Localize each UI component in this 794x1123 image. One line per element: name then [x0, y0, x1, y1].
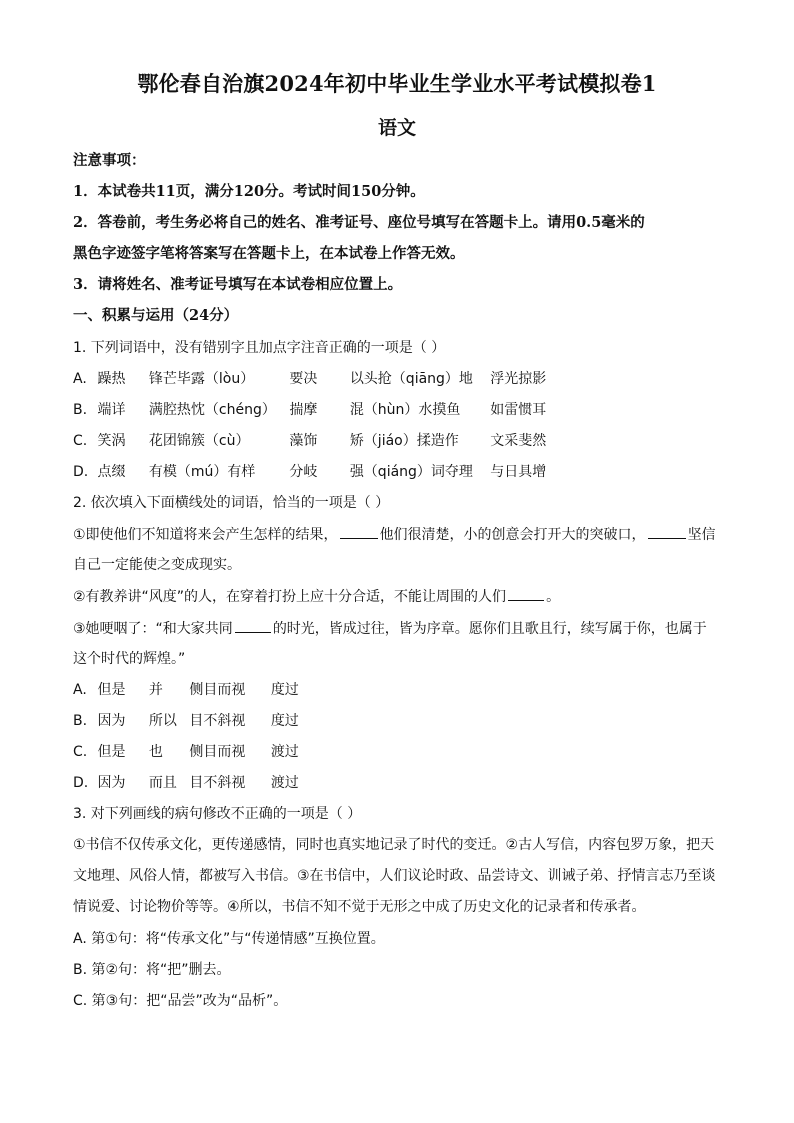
question-2-option-d [73, 773, 299, 793]
option-label: D. [73, 464, 89, 480]
option-word: 也 [148, 744, 163, 760]
option-word: 躁热 [97, 371, 126, 387]
option-word: 以头抢（qiāng）地 [349, 371, 473, 387]
question-1-option-c [73, 431, 546, 451]
sentence-text: ③她哽咽了：“和大家共同 [73, 621, 233, 637]
option-word: 侧目而视 [189, 744, 246, 760]
sentence-text: 。 [546, 589, 561, 605]
notes-item-2-line-1: 2．答卷前，考生务必将自己的姓名、准考证号、座位号填写在答题卡上。请用0.5毫米的 [73, 214, 645, 231]
option-word: 文采斐然 [490, 433, 547, 449]
option-word: 但是 [97, 682, 126, 698]
fill-blank [648, 524, 686, 539]
option-word: 渡过 [270, 775, 299, 791]
notes-item-3: 3．请将姓名、准考证号填写在本试卷相应位置上。 [73, 276, 403, 293]
question-2-sentence-3 [73, 618, 707, 639]
exam-title: 鄂伦春自治旗2024年初中毕业生学业水平考试模拟卷1 [137, 71, 657, 96]
option-word: 目不斜视 [189, 713, 246, 729]
option-label: C. [73, 433, 88, 449]
option-word: 矫（jiáo）揉造作 [349, 433, 459, 449]
option-word: 要决 [289, 371, 318, 387]
option-label: C. [73, 744, 88, 760]
option-word: 藻饰 [289, 433, 318, 449]
subject-title: 语文 [377, 117, 416, 139]
option-word: 所以 [148, 713, 177, 729]
question-1-option-a [73, 369, 546, 389]
question-2-stem: 2. 依次填入下面横线处的词语，恰当的一项是（ ） [73, 495, 390, 511]
question-3-option-c: C. 第③句：把“品尝”改为“品析”。 [73, 993, 288, 1009]
option-word: 有模（mú）有样 [148, 464, 256, 480]
option-word: 如雷惯耳 [490, 402, 547, 418]
option-word: 花团锦簇（cù） [148, 433, 250, 449]
fill-blank [508, 586, 544, 601]
question-3-stem: 3. 对下列画线的病句修改不正确的一项是（ ） [73, 806, 362, 822]
option-word: 渡过 [270, 744, 299, 760]
option-label: D. [73, 775, 89, 791]
option-word: 度过 [270, 682, 299, 698]
notes-item-1: 1．本试卷共11页，满分120分。考试时间150分钟。 [73, 183, 425, 200]
option-label: B. [73, 713, 88, 729]
option-word: 端详 [97, 402, 126, 418]
option-word: 但是 [97, 744, 126, 760]
question-2-option-c [73, 742, 299, 762]
sentence-text: ②有教养讲“风度”的人，在穿着打扮上应十分合适，不能让周围的人们 [73, 589, 507, 605]
notes-item-2-line-2: 黑色字迹签字笔将答案写在答题卡上，在本试卷上作答无效。 [73, 245, 465, 262]
option-word: 混（hùn）水摸鱼 [349, 402, 461, 418]
sentence-text: 坚信 [687, 527, 716, 543]
option-word: 因为 [97, 775, 126, 791]
option-word: 度过 [270, 713, 299, 729]
section-heading: 一、积累与运用（24分） [73, 307, 239, 324]
option-word: 因为 [97, 713, 126, 729]
option-word: 笑涡 [97, 433, 126, 449]
sentence-text: 的时光，皆成过往，皆为序章。愿你们且歌且行，续写属于你，也属于 [272, 621, 707, 637]
question-1-option-d [73, 462, 546, 482]
question-3-option-a: A. 第①句：将“传承文化”与“传递情感”互换位置。 [73, 931, 385, 947]
question-2-sentence-2 [73, 586, 560, 607]
option-word: 并 [148, 682, 163, 698]
question-3-passage-line-2: 文地理、风俗人情，都被写入书信。③在书信中，人们议论时政、品尝诗文、训诫子弟、抒情言志乃至谈 [73, 868, 716, 884]
question-2-option-a [73, 680, 299, 700]
fill-blank [235, 618, 271, 633]
option-word: 满腔热忱（chéng） [148, 402, 276, 418]
option-word: 锋芒毕露（lòu） [148, 371, 255, 387]
sentence-text: 他们很清楚，小的创意会打开大的突破口， [379, 527, 646, 543]
option-word: 而且 [148, 775, 177, 791]
option-word: 强（qiáng）词夺理 [349, 464, 473, 480]
option-word: 揣摩 [289, 402, 318, 418]
fill-blank [340, 524, 378, 539]
question-3-passage-line-1: ①书信不仅传承文化，更传递感情，同时也真实地记录了时代的变迁。②古人写信，内容包罗万象，把天 [73, 837, 715, 853]
question-3-option-b: B. 第②句：将“把”删去。 [73, 962, 231, 978]
option-word: 点缀 [97, 464, 126, 480]
option-word: 与日具增 [490, 464, 547, 480]
question-3-passage-line-3: 情说爱、讨论物价等等。④所以，书信不知不觉于无形之中成了历史文化的记录者和传承者。 [73, 899, 646, 915]
question-2-sentence-1 [73, 524, 716, 545]
sentence-text: ①即使他们不知道将来会产生怎样的结果， [73, 527, 338, 543]
option-label: A. [73, 682, 87, 698]
question-2-sentence-1-line-2: 自己一定能使之变成现实。 [73, 557, 241, 573]
option-word: 浮光掠影 [490, 371, 547, 387]
notes-heading: 注意事项： [73, 152, 146, 169]
question-1-option-b [73, 400, 546, 420]
option-word: 侧目而视 [189, 682, 246, 698]
option-label: B. [73, 402, 88, 418]
option-word: 目不斜视 [189, 775, 246, 791]
question-1-stem: 1. 下列词语中，没有错别字且加点字注音正确的一项是（ ） [73, 340, 446, 356]
question-2-option-b [73, 711, 299, 731]
option-label: A. [73, 371, 87, 387]
option-word: 分岐 [289, 464, 318, 480]
question-2-sentence-3-line-2: 这个时代的辉煌。” [73, 651, 186, 667]
